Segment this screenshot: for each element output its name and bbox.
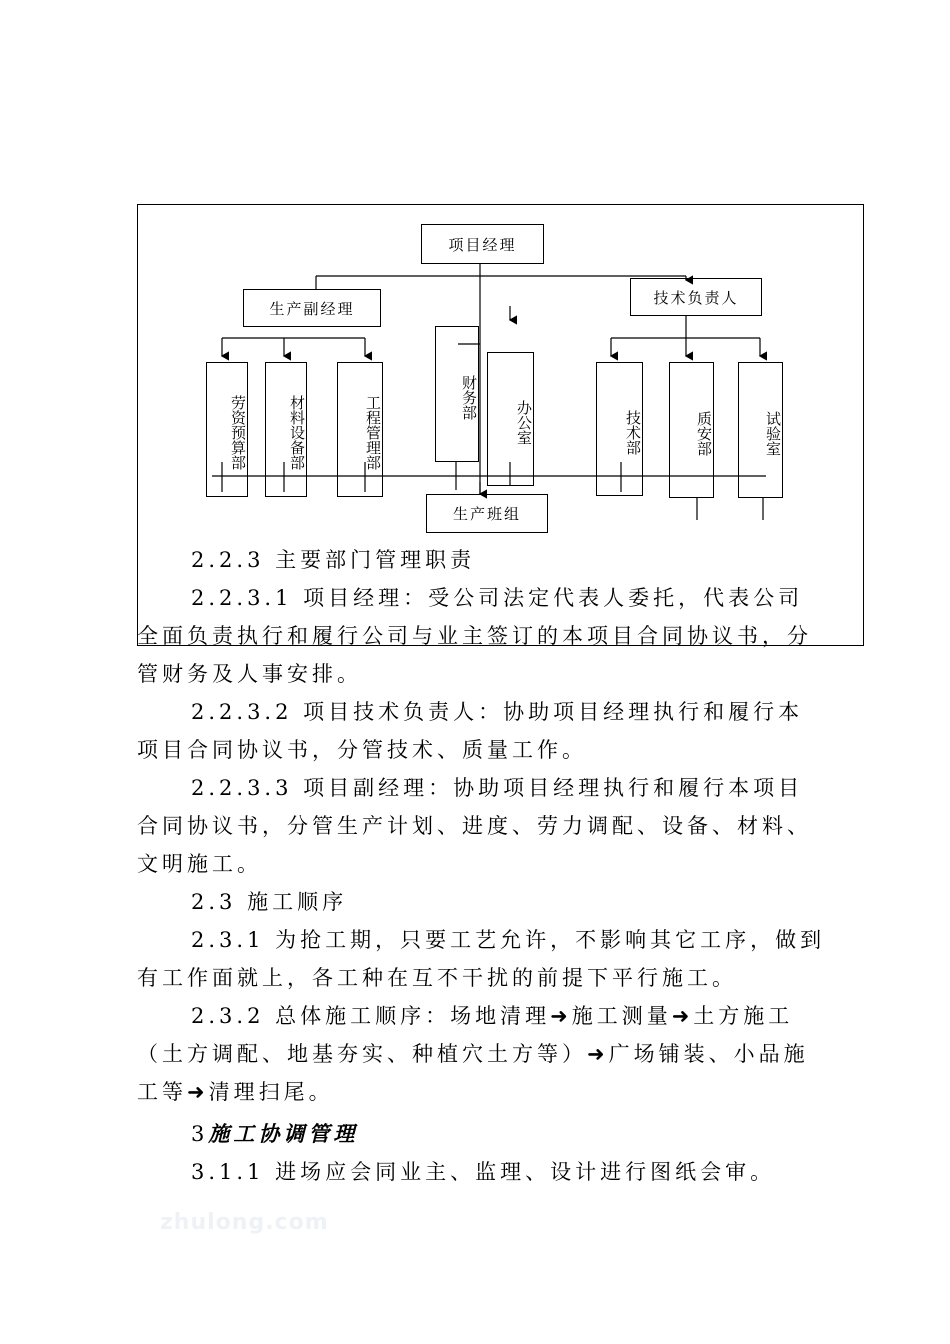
para-2-2-3-2 xyxy=(137,693,837,769)
para-2-3-1 xyxy=(137,921,837,997)
box-finance xyxy=(435,326,479,462)
box-project-manager-label: 项目经理 xyxy=(448,235,517,254)
para-2-2-3-1-line3: 管财务及人事安排。 xyxy=(137,662,362,686)
box-quality-safety-label: 质安部 xyxy=(695,410,713,456)
box-production-deputy-label: 生产副经理 xyxy=(269,299,355,318)
para-2-2-3-3-line1: 2.2.3.3 项目副经理：协助项目经理执行和履行本项目 xyxy=(191,776,804,800)
watermark: zhulong.com xyxy=(160,1210,329,1235)
para-3-1-1-text: 3.1.1 进场应会同业主、监理、设计进行图纸会审。 xyxy=(191,1160,776,1184)
section-heading-2-2-3 xyxy=(137,541,837,579)
box-labor-budget xyxy=(206,362,248,497)
para-2-3-2-line2: （土方调配、地基夯实、种植穴土方等）➜广场铺装、小品施 xyxy=(137,1042,809,1066)
org-chart-connectors xyxy=(0,0,950,560)
para-2-2-3-1 xyxy=(137,579,837,693)
box-lab xyxy=(738,362,783,498)
para-2-2-3-3-line3: 文明施工。 xyxy=(137,852,262,876)
para-2-3-2-line1: 2.3.2 总体施工顺序：场地清理➜施工测量➜土方施工 xyxy=(191,1004,794,1028)
para-2-2-3-2-line2: 项目合同协议书，分管技术、质量工作。 xyxy=(137,738,587,762)
box-materials-equipment-label: 材料设备部 xyxy=(288,395,306,470)
para-2-2-3-1-line1: 2.2.3.1 项目经理：受公司法定代表人委托，代表公司 xyxy=(191,586,804,610)
section-heading-3-title: 施工协调管理 xyxy=(208,1121,359,1146)
section-heading-3-num: 3 xyxy=(191,1122,209,1146)
para-2-2-3-1-line2: 全面负责执行和履行公司与业主签订的本项目合同协议书，分 xyxy=(137,624,812,648)
para-2-2-3-3 xyxy=(137,769,837,883)
section-heading-2-3 xyxy=(137,883,837,921)
box-lab-label: 试验室 xyxy=(764,410,782,456)
para-2-3-2 xyxy=(137,997,837,1111)
box-production-team xyxy=(426,494,548,533)
box-quality-safety xyxy=(669,362,714,498)
box-technical-dept xyxy=(596,362,643,496)
box-office xyxy=(487,352,534,486)
box-engineering-management xyxy=(337,362,383,497)
para-2-3-1-line1: 2.3.1 为抢工期，只要工艺允许，不影响其它工序，做到 xyxy=(191,928,826,952)
box-labor-budget-label: 劳资预算部 xyxy=(229,395,247,470)
para-2-2-3-3-line2: 合同协议书，分管生产计划、进度、劳力调配、设备、材料、 xyxy=(137,814,812,838)
box-production-team-label: 生产班组 xyxy=(452,505,521,523)
section-heading-2-3-text: 2.3 施工顺序 xyxy=(191,890,348,914)
box-engineering-management-label: 工程管理部 xyxy=(364,395,382,470)
box-project-manager xyxy=(421,224,544,264)
box-materials-equipment xyxy=(265,362,307,497)
box-production-deputy xyxy=(243,289,381,327)
section-heading-3 xyxy=(137,1115,837,1153)
box-office-label: 办公室 xyxy=(515,399,533,445)
section-heading-2-2-3-text: 2.2.3 主要部门管理职责 xyxy=(191,548,476,572)
para-3-1-1 xyxy=(137,1153,837,1191)
para-2-3-2-line3: 工等➜清理扫尾。 xyxy=(137,1080,334,1104)
box-technical-lead-label: 技术负责人 xyxy=(653,288,739,307)
box-finance-label: 财务部 xyxy=(460,374,478,420)
para-2-3-1-line2: 有工作面就上，各工种在互不干扰的前提下平行施工。 xyxy=(137,966,737,990)
box-technical-dept-label: 技术部 xyxy=(624,409,642,455)
para-2-2-3-2-line1: 2.2.3.2 项目技术负责人：协助项目经理执行和履行本 xyxy=(191,700,804,724)
box-technical-lead xyxy=(630,278,762,316)
